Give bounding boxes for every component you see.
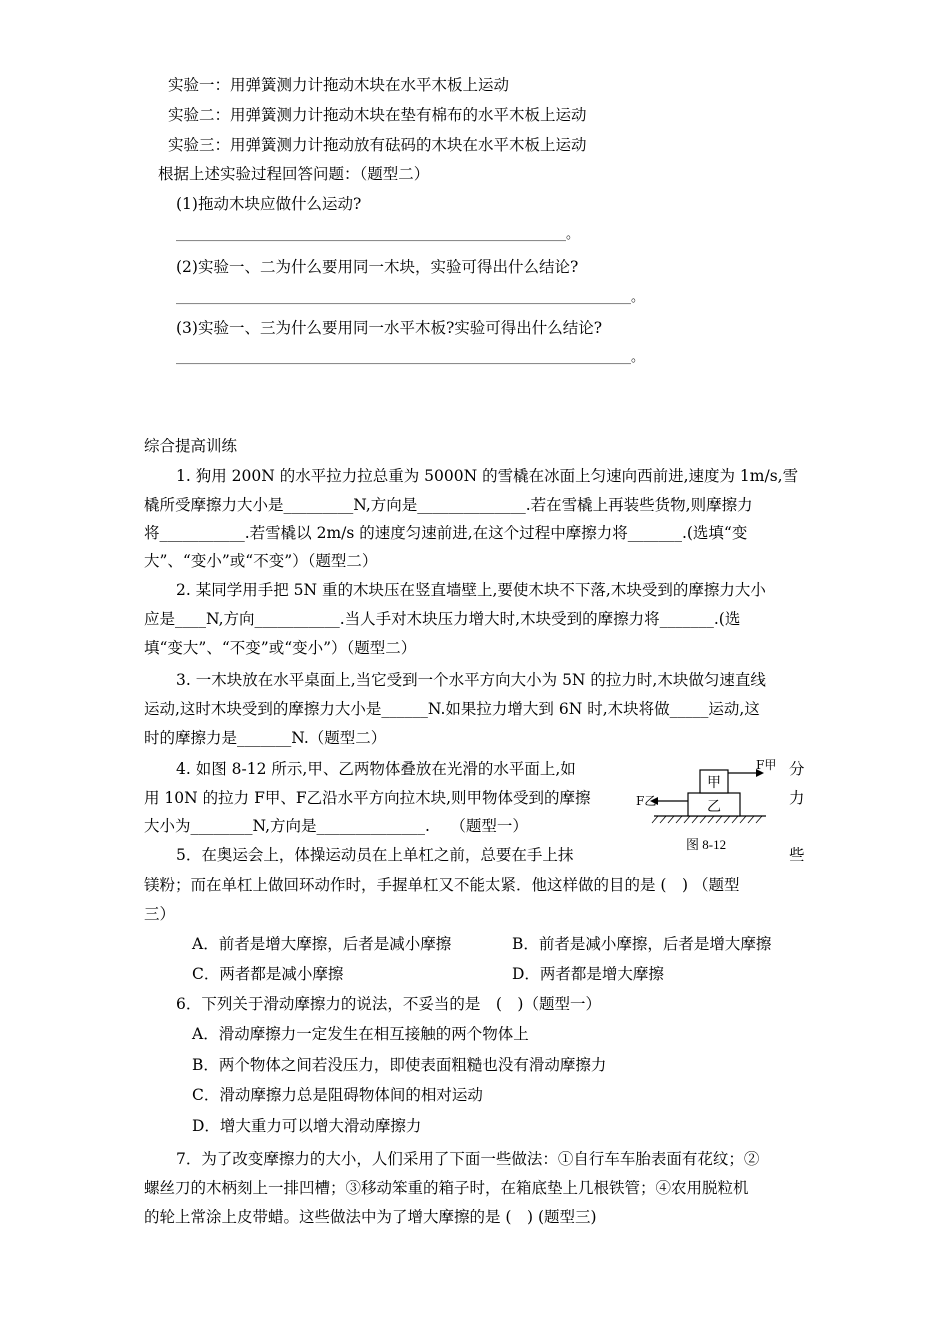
question-1: (1)拖动木块应做什么运动?: [176, 195, 362, 213]
ground-hatch: [652, 816, 762, 823]
problem-4-line-3: 大小为________N,方向是______________. （题型一）: [144, 817, 528, 835]
problem-4-right-1: 分: [789, 760, 805, 778]
block-yi-label: 乙: [707, 799, 721, 815]
problem-3-line-2: 运动,这时木块受到的摩擦力大小是______N.如果拉力增大到 6N 时,木块将做_____运动,这: [144, 700, 760, 718]
problem-7-line-3: 的轮上常涂上皮带蜡。这些做法中为了增大摩擦的是 ( ) (题型三): [144, 1208, 597, 1226]
problem-5-option-b: B．前者是减小摩擦，后者是增大摩擦: [512, 935, 772, 953]
problem-2-line-3: 填“变大”、“不变”或“变小”）（题型二）: [144, 639, 417, 657]
figure-caption: 图 8-12: [686, 837, 727, 852]
problem-3-line-3: 时的摩擦力是_______N.（题型二）: [144, 729, 387, 747]
problem-4-right-2: 力: [789, 789, 805, 807]
answer-line-1: ____________________________________________________________。: [176, 227, 579, 242]
problem-1-line-2: 橇所受摩擦力大小是_________N,方向是______________.若在雪橇上再装些货物,则摩擦力: [144, 496, 753, 514]
problem-1-line-4: 大”、“变小”或“不变”）（题型二）: [144, 552, 378, 570]
problem-5-line-1-right: 些: [789, 846, 805, 864]
question-2: (2)实验一、二为什么要用同一木块，实验可得出什么结论?: [176, 258, 579, 276]
problem-6-option-b: B．两个物体之间若没压力，即使表面粗糙也没有滑动摩擦力: [192, 1056, 607, 1074]
problem-6-option-c: C．滑动摩擦力总是阻碍物体间的相对运动: [192, 1086, 483, 1104]
experiment-3: 实验三：用弹簧测力计拖动放有砝码的木块在水平木板上运动: [168, 136, 587, 154]
problem-5-option-c: C．两者都是减小摩擦: [192, 965, 344, 983]
problem-4-line-1: 4. 如图 8-12 所示,甲、乙两物体叠放在光滑的水平面上,如: [176, 760, 576, 778]
problem-2-line-1: 2. 某同学用手把 5N 重的木块压在竖直墙壁上,要使木块不下落,木块受到的摩擦力大小: [176, 581, 766, 599]
section-title: 综合提高训练: [144, 437, 238, 455]
answer-line-2: ______________________________________________________________________。: [176, 290, 644, 305]
force-jia-label: F甲: [756, 758, 777, 772]
block-jia-label: 甲: [707, 775, 721, 791]
problem-6-option-a: A．滑动摩擦力一定发生在相互接触的两个物体上: [192, 1025, 529, 1043]
experiment-2: 实验二：用弹簧测力计拖动木块在垫有棉布的水平木板上运动: [168, 106, 587, 124]
answer-line-3: ______________________________________________________________________。: [176, 350, 644, 365]
problem-6-stem: 6．下列关于滑动摩擦力的说法，不妥当的是 ( )（题型一）: [176, 995, 601, 1013]
problem-5-line-2: 镁粉；而在单杠上做回环动作时，手握单杠又不能太紧．他这样做的目的是 ( ) （题型: [144, 876, 740, 894]
problem-5-line-1: 5．在奥运会上，体操运动员在上单杠之前，总要在手上抹: [176, 846, 574, 864]
questions-intro: 根据上述实验过程回答问题：（题型二）: [158, 165, 430, 183]
problem-3-line-1: 3. 一木块放在水平桌面上,当它受到一个水平方向大小为 5N 的拉力时,木块做匀速直线: [176, 671, 766, 689]
problem-1-line-3: 将___________.若雪橇以 2m/s 的速度匀速前进,在这个过程中摩擦力将_______.(选填“变: [144, 524, 748, 542]
problem-7-line-2: 螺丝刀的木柄刻上一排凹槽；③移动笨重的箱子时，在箱底垫上几根铁管；④农用脱粒机: [144, 1179, 749, 1197]
figure-8-12: [636, 752, 796, 852]
problem-1-line-1: 1. 狗用 200N 的水平拉力拉总重为 5000N 的雪橇在冰面上匀速向西前进,速度为 1m/s,雪: [176, 467, 799, 485]
problem-7-line-1: 7．为了改变摩擦力的大小，人们采用了下面一些做法：①自行车车胎表面有花纹；②: [176, 1150, 760, 1168]
problem-5-option-d: D．两者都是增大摩擦: [512, 965, 664, 983]
problem-5-option-a: A．前者是增大摩擦，后者是减小摩擦: [192, 935, 452, 953]
problem-5-line-3: 三）: [144, 905, 176, 923]
experiment-1: 实验一：用弹簧测力计拖动木块在水平木板上运动: [168, 76, 510, 94]
problem-4-line-2: 用 10N 的拉力 F甲、F乙沿水平方向拉木块,则甲物体受到的摩擦: [144, 789, 591, 807]
problem-2-line-2: 应是____N,方向___________.当人手对木块压力增大时,木块受到的摩擦力将_______.(选: [144, 610, 741, 628]
problem-6-option-d: D．增大重力可以增大滑动摩擦力: [192, 1117, 422, 1135]
force-yi-label: F乙: [636, 794, 657, 808]
question-3: (3)实验一、三为什么要用同一水平木板?实验可得出什么结论?: [176, 319, 603, 337]
